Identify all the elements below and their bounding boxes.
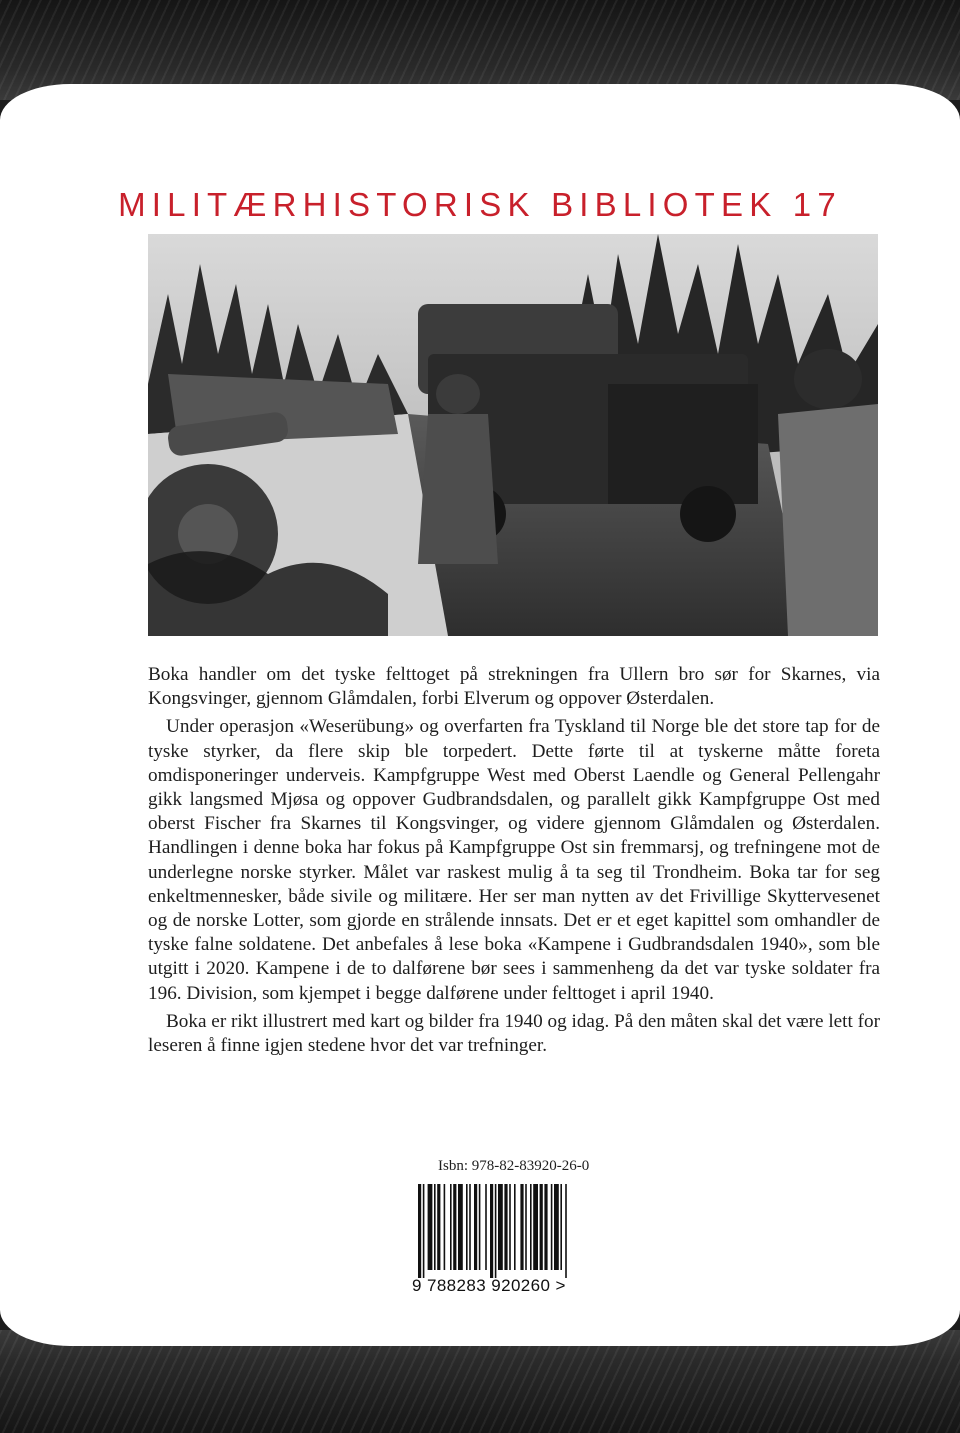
barcode-bar (544, 1184, 547, 1270)
barcode-bar (490, 1184, 493, 1278)
barcode-bar (533, 1184, 538, 1270)
barcode-bar (498, 1184, 503, 1270)
isbn-label: Isbn: 978-82-83920-26-0 (438, 1158, 590, 1174)
isbn-barcode (408, 1180, 624, 1278)
barcode-bar (520, 1184, 523, 1270)
barcode-bar (444, 1184, 446, 1270)
war-photo (148, 234, 878, 636)
blurb-paragraph-1: Boka handler om det tyske felttoget på strekningen fra Ullern bro sør for Skarnes, via Kongsvinger, gjennom Glåmdalen, forbi Elverum og oppover Østerdalen. (148, 664, 880, 710)
barcode-bar (525, 1184, 527, 1270)
barcode-bar (474, 1184, 477, 1270)
barcode-bar (504, 1184, 507, 1270)
series-title: MILITÆRHISTORISK BIBLIOTEK 17 (118, 186, 842, 223)
barcode-bar (530, 1184, 532, 1270)
back-cover-blurb (148, 663, 880, 1062)
barcode-bar (428, 1184, 433, 1270)
barcode-bar (479, 1184, 481, 1270)
blurb-paragraph-2: Under operasjon «Weserübung» og overfarten fra Tyskland til Norge ble det store tap for de tyske styrker, da flere skip ble torpedert. Dette førte til at tyskerne måtte foreta omdisponeringer underveis. Kampfgruppe West med Oberst Laendle og General Pellengahr gikk langsmed Mjøsa og oppover Gudbrandsdalen, og parallelt gikk Kampfgruppe Ost med oberst Fischer fra Skarnes til Kongsvinger, og videre gjennom Glåmdalen og Østerdalen. Handlingen i denne boka har fokus på Kampfgruppe Ost sin fremmarsj, og trefningene mot de underlegne norske styrker. Målet var raskest mulig å ta seg til Trondheim. Boka tar for seg enkeltmennesker, både sivile og militære. Her ser man nytten av det Frivillige Skyttervesenet og de norske Lotter, som gjorde en strålende innsats. Det er et eget kapittel som omhandler de tyske falne soldatene. Det anbefales å lese boka «Kampene i Gudbrandsdalen 1940», som ble utgitt i 2020. Kampene i de to dalførene bør sees i sammenheng da det var tyske soldater fra 196. Division, som kjempet i begge dalførene under felttoget i april 1940. (148, 716, 880, 1004)
barcode-bar (469, 1184, 471, 1270)
barcode-bar (423, 1184, 425, 1278)
barcode-bar (466, 1184, 468, 1270)
barcode-bar (551, 1184, 553, 1270)
blurb-paragraph-3: Boka er rikt illustrert med kart og bilder fra 1940 og idag. På den måten skal det være lett for leseren å finne igjen stedene hvor det var trefninger. (148, 1010, 881, 1057)
barcode-bar (458, 1184, 463, 1270)
barcode-bar (437, 1184, 440, 1270)
barcode-bar (418, 1184, 421, 1278)
barcode-bar (554, 1184, 559, 1270)
barcode-bar (453, 1184, 456, 1270)
barcode-bar (509, 1184, 511, 1270)
barcode-bar (450, 1184, 452, 1270)
barcode-bar (434, 1184, 436, 1270)
barcode-bar (540, 1184, 543, 1270)
barcode-digits: 9 788283 920260 > (412, 1276, 566, 1295)
barcode-bar (565, 1184, 567, 1278)
barcode-bar (560, 1184, 562, 1270)
barcode-bar (495, 1184, 497, 1278)
barcode-bar (514, 1184, 516, 1270)
barcode-bar (485, 1184, 487, 1270)
